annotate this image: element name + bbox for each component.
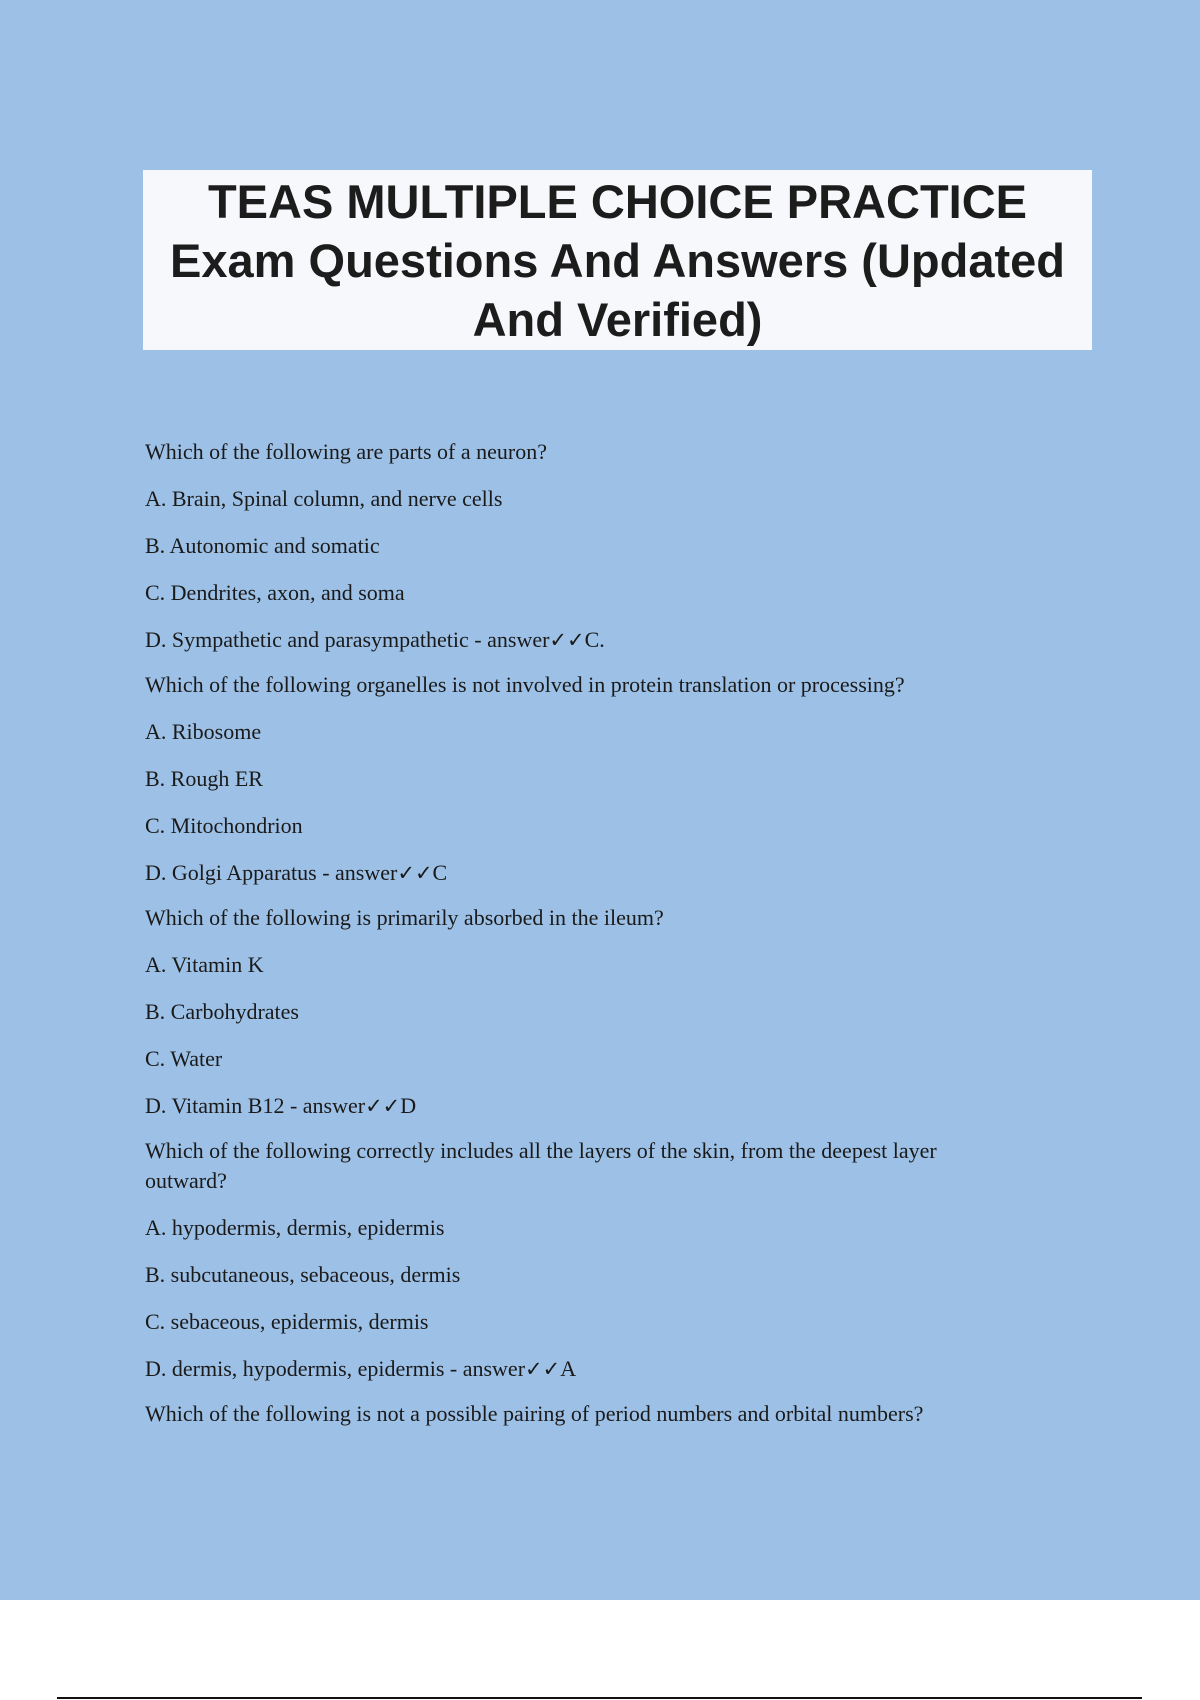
title-line: Exam Questions And Answers (Updated bbox=[170, 233, 1065, 287]
answer-option: B. Carbohydrates bbox=[145, 999, 299, 1024]
title-line: TEAS MULTIPLE CHOICE PRACTICE bbox=[207, 174, 1028, 228]
title-line: And Verified) bbox=[472, 292, 763, 346]
answer-option: C. Water bbox=[145, 1046, 223, 1071]
title-banner bbox=[143, 170, 1092, 350]
double-check-icon: ✓✓ bbox=[397, 861, 433, 885]
answer-option: A. Vitamin K bbox=[145, 952, 264, 977]
answer-key: A bbox=[560, 1356, 577, 1381]
question-text-line: outward? bbox=[145, 1168, 227, 1193]
answer-option: A. Brain, Spinal column, and nerve cells bbox=[145, 486, 503, 511]
answer-option-with-key bbox=[145, 625, 1045, 655]
question-text: Which of the following is not a possible pairing of period numbers and orbital numbers? bbox=[145, 1401, 924, 1426]
double-check-icon: ✓✓ bbox=[525, 1357, 561, 1381]
answer-option: C. sebaceous, epidermis, dermis bbox=[145, 1309, 429, 1334]
answer-option-text: D. Sympathetic and parasympathetic - answer bbox=[145, 627, 550, 652]
footer-divider bbox=[57, 1697, 1142, 1699]
answer-option: A. Ribosome bbox=[145, 719, 262, 744]
answer-option: B. Rough ER bbox=[145, 766, 263, 791]
question-text-line: Which of the following correctly includes all the layers of the skin, from the deepest layer bbox=[145, 1138, 937, 1163]
double-check-icon: ✓✓ bbox=[365, 1094, 401, 1118]
double-check-icon: ✓✓ bbox=[549, 628, 585, 652]
answer-option-text: D. Vitamin B12 - answer bbox=[145, 1093, 366, 1118]
answer-option-text: D. dermis, hypodermis, epidermis - answer bbox=[145, 1356, 526, 1381]
answer-option-with-key bbox=[145, 1091, 1045, 1121]
answer-option-with-key bbox=[145, 1354, 1045, 1384]
answer-option: B. Autonomic and somatic bbox=[145, 533, 380, 558]
question-text bbox=[145, 1136, 1045, 1196]
answer-option-text: D. Golgi Apparatus - answer bbox=[145, 860, 398, 885]
answer-key: C bbox=[432, 860, 448, 885]
answer-key: D bbox=[400, 1093, 417, 1118]
question-text: Which of the following are parts of a neuron? bbox=[145, 439, 547, 464]
question-text: Which of the following is primarily absorbed in the ileum? bbox=[145, 905, 664, 930]
questions-list bbox=[145, 437, 1045, 1446]
answer-option-with-key bbox=[145, 858, 1045, 888]
answer-option: B. subcutaneous, sebaceous, dermis bbox=[145, 1262, 461, 1287]
question-text: Which of the following organelles is not involved in protein translation or processing? bbox=[145, 672, 905, 697]
document-title bbox=[170, 172, 1065, 349]
answer-key: C. bbox=[584, 627, 605, 652]
answer-option: C. Mitochondrion bbox=[145, 813, 303, 838]
answer-option: C. Dendrites, axon, and soma bbox=[145, 580, 405, 605]
answer-option: A. hypodermis, dermis, epidermis bbox=[145, 1215, 445, 1240]
